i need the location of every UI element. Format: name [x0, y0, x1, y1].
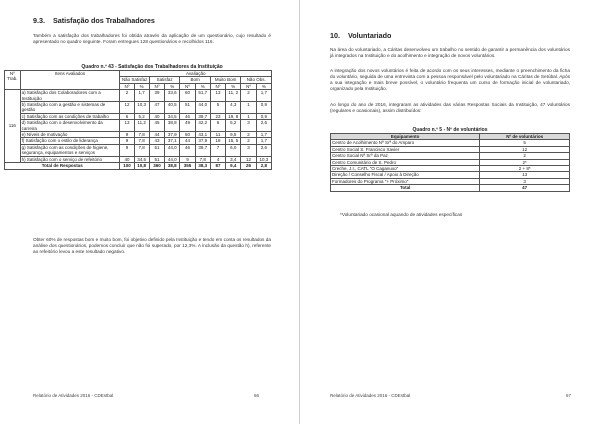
- value-cell: 37,9: [195, 138, 210, 144]
- table-row: [5, 132, 272, 138]
- total-cell: 2,8: [256, 163, 271, 169]
- value-cell: 51,7: [195, 90, 210, 102]
- section-heading-10: [330, 31, 391, 40]
- value-cell: 2: [241, 138, 256, 144]
- table-row: [5, 102, 272, 114]
- value-cell: 18: [210, 138, 225, 144]
- volunteers-caption: Quadro n.º 5 - Nº de voluntários: [412, 127, 488, 133]
- value-cell: 51: [180, 102, 195, 114]
- volunteer-count: 2 + 8*: [480, 166, 570, 172]
- value-cell: 7,8: [134, 138, 149, 144]
- value-cell: 46: [180, 144, 195, 156]
- volunteer-count: 2: [480, 153, 570, 159]
- total-cell: 355: [180, 163, 195, 169]
- table-row: [5, 144, 272, 156]
- paragraph-3: Ao longo do ano de 2016, integraram as atividades das várias Respostas Sociais da Instituição, 47 voluntários (regulares e ocasionais), assim distribuídos:: [330, 102, 570, 114]
- value-cell: 7,8: [134, 144, 149, 156]
- item-label: b) Satisfação com a gestão e sistemas de gestão: [20, 102, 120, 114]
- right-page: [300, 0, 600, 424]
- value-cell: 42,2: [195, 120, 210, 132]
- value-cell: 7,8: [134, 132, 149, 138]
- item-label: g) Satisfação com as condições de higiene, segurança, equipamentos e serviços: [20, 144, 120, 156]
- group-header: Não Obs.: [241, 77, 272, 83]
- value-cell: 11: [210, 132, 225, 138]
- value-cell: 50: [180, 132, 195, 138]
- value-cell: 40: [149, 113, 164, 119]
- footnote: *Voluntariado ocasional aquando de atividades específicas: [340, 212, 463, 217]
- value-cell: 49: [180, 120, 195, 132]
- value-cell: 3: [241, 120, 256, 132]
- item-label: e) Níveis de motivação: [20, 132, 120, 138]
- group-header: Satisfaz: [149, 77, 180, 83]
- value-cell: 33,6: [165, 90, 180, 102]
- value-cell: 10,3: [256, 156, 271, 162]
- total-cell: 26: [241, 163, 256, 169]
- table-row: [5, 138, 272, 144]
- group-header: Muito Bom: [210, 77, 241, 83]
- value-cell: 1,7: [134, 90, 149, 102]
- value-cell: 44: [149, 132, 164, 138]
- value-cell: 4: [210, 156, 225, 162]
- value-cell: 7: [210, 144, 225, 156]
- equipment-name: Direção / Conselho Fiscal / Apoio à Direção: [331, 172, 480, 178]
- value-cell: 5: [210, 102, 225, 114]
- total-cell: 9,4: [226, 163, 241, 169]
- value-cell: 5,2: [134, 113, 149, 119]
- volunteers-table: [330, 133, 570, 192]
- footer-text: Relatório de Atividades 2016 - CDEstbal: [330, 393, 411, 398]
- value-cell: 44: [180, 138, 195, 144]
- value-cell: 13: [210, 90, 225, 102]
- equipment-name: Centro Social S. Francisco Xavier: [331, 146, 480, 152]
- value-cell: 43: [149, 138, 164, 144]
- value-cell: 6: [120, 113, 134, 119]
- total-cell: 38,8: [165, 163, 180, 169]
- sub-header-cell: Nº: [149, 83, 164, 89]
- value-cell: 2: [241, 132, 256, 138]
- footer-text: Relatório de Atividades 2016 - CDEstbal: [33, 393, 114, 398]
- volunteer-count: 2*: [480, 159, 570, 165]
- header-trab: Nº Trab.: [5, 71, 21, 90]
- equipment-name: Creche, J.I., CATL "O Caganuxo": [331, 166, 480, 172]
- value-cell: 9: [180, 156, 195, 162]
- value-cell: 2: [241, 90, 256, 102]
- sub-header-cell: Nº: [241, 83, 256, 89]
- value-cell: 23: [210, 113, 225, 119]
- equipment-name: Centro Comunitário de S. Pedro: [331, 159, 480, 165]
- value-cell: 15, 5: [226, 138, 241, 144]
- sub-header-cell: %: [226, 83, 241, 89]
- header-avaliacao: Avaliação: [120, 71, 272, 77]
- total-cell: 360: [149, 163, 164, 169]
- table-row: [5, 120, 272, 132]
- header-items: Itens Avaliados: [20, 71, 120, 90]
- group-header: Bom: [180, 77, 211, 83]
- value-cell: 9: [120, 144, 134, 156]
- table-row: [5, 156, 272, 162]
- value-cell: 9,5: [226, 132, 241, 138]
- value-cell: 51: [149, 144, 164, 156]
- sub-header-cell: %: [256, 83, 271, 89]
- volunteer-count: 5: [480, 140, 570, 146]
- sub-header-cell: Nº: [120, 83, 134, 89]
- value-cell: 43,1: [195, 132, 210, 138]
- section-number: 9.3.: [33, 16, 45, 25]
- header-equipamento: Equipamento: [331, 134, 480, 140]
- total-cell: 87: [210, 163, 225, 169]
- value-cell: 13: [120, 120, 134, 132]
- value-cell: 10,3: [134, 102, 149, 114]
- item-label: c) Satisfação com as condições de trabalho: [20, 113, 120, 119]
- value-cell: 2,6: [256, 144, 271, 156]
- value-cell: 60: [180, 90, 195, 102]
- value-cell: 1: [241, 113, 256, 119]
- value-cell: 37,9: [165, 132, 180, 138]
- value-cell: 2,6: [256, 120, 271, 132]
- value-cell: 9: [120, 138, 134, 144]
- sub-header-cell: Nº: [180, 83, 195, 89]
- value-cell: 12: [241, 156, 256, 162]
- section-number: 10.: [330, 31, 340, 40]
- item-label: d) Satisfação com o desenvolvimento da carreira: [20, 120, 120, 132]
- value-cell: 38,8: [165, 120, 180, 132]
- total-label: Total de Respostas: [5, 163, 120, 169]
- closing-paragraph: Obter 60% de respostas bom e muito bom, foi objetivo definido pela Instituição e tendo em conta os resultados da análise dos questionários, podemos concluir que não foi superado, por 12,3%. A inclusão da questão h), referente ao refeitório levou a este resultado negativo.: [33, 237, 271, 255]
- value-cell: 0,9: [256, 113, 271, 119]
- intro-paragraph: Também a satisfação dos trabalhadores foi obtida através da aplicação de um questionário, cujo resultado é apresentado no quadro seguinte. Foram entregues 128 questionários e recolhidos 116.: [33, 33, 271, 45]
- value-cell: 6: [210, 120, 225, 132]
- value-cell: 11, 2: [226, 90, 241, 102]
- volunteer-count: 3: [480, 178, 570, 184]
- trab-count: 116: [5, 90, 21, 163]
- value-cell: 1,7: [256, 90, 271, 102]
- value-cell: 4,3: [226, 102, 241, 114]
- value-cell: 6,0: [226, 144, 241, 156]
- total-row: [5, 163, 272, 169]
- value-cell: 44,0: [195, 102, 210, 114]
- sub-header-cell: %: [165, 83, 180, 89]
- item-label: h) Satisfação com o serviço de refeitório: [20, 156, 120, 162]
- equipment-name: Formadores do Programa "+ Próximo": [331, 178, 480, 184]
- value-cell: 40: [120, 156, 134, 162]
- sub-header-cell: %: [195, 83, 210, 89]
- paragraph-1: Na área do voluntariado, a Cáritas desenvolveu um trabalho no sentido de garantir a permanência dos voluntários já integrados na Instituição e do acolhimento e integração de novos voluntários.: [330, 47, 570, 59]
- value-cell: 47: [149, 102, 164, 114]
- value-cell: 9: [120, 132, 134, 138]
- section-title: Voluntariado: [348, 31, 392, 40]
- value-cell: 5,2: [226, 120, 241, 132]
- value-cell: 44,0: [165, 156, 180, 162]
- value-cell: 34,5: [134, 156, 149, 162]
- value-cell: 1: [241, 102, 256, 114]
- value-cell: 34,5: [165, 113, 180, 119]
- item-label: a) Satisfação dos Colaboradores com a Instituição: [20, 90, 120, 102]
- table-caption: Quadro n.º 43 - Satisfação dos Trabalhadores da Instituição: [81, 64, 223, 70]
- paragraph-2: A integração dos novos voluntários é feita de acordo com os seus interesses, mediante o preenchimento da ficha do voluntário, seguida de uma entrevista com a pessoa responsável pelo voluntariado na Cáritas de Setúbal. Após a sua integração e mais breve possível, o voluntário frequenta um curso de formação inicial de voluntariado, organizado pela Instituição.: [330, 68, 570, 92]
- page-number: 67: [566, 393, 572, 398]
- value-cell: 2: [120, 90, 134, 102]
- volunteer-count: 13: [480, 172, 570, 178]
- value-cell: 11,2: [134, 120, 149, 132]
- value-cell: 51: [149, 156, 164, 162]
- page-number: 66: [254, 393, 260, 398]
- total-value: 47: [480, 185, 570, 191]
- total-cell: 100: [120, 163, 134, 169]
- value-cell: 44,0: [165, 144, 180, 156]
- value-cell: 39,7: [195, 144, 210, 156]
- satisfaction-table: [4, 70, 272, 170]
- value-cell: 46: [180, 113, 195, 119]
- equipment-name: Centro Social Nª Srª da Paz: [331, 153, 480, 159]
- total-cell: 38,3: [195, 163, 210, 169]
- sub-header-cell: Nº: [210, 83, 225, 89]
- value-cell: 19, 8: [226, 113, 241, 119]
- item-label: f) Satisfação com o estilo de liderança: [20, 138, 120, 144]
- table-row: [5, 113, 272, 119]
- total-label: Total: [331, 185, 480, 191]
- value-cell: 39: [149, 90, 164, 102]
- value-cell: 39,7: [195, 113, 210, 119]
- value-cell: 3: [241, 144, 256, 156]
- section-title: Satisfação dos Trabalhadores: [53, 16, 155, 25]
- value-cell: 40,5: [165, 102, 180, 114]
- value-cell: 1,7: [256, 132, 271, 138]
- value-cell: 1,7: [256, 138, 271, 144]
- value-cell: 45: [149, 120, 164, 132]
- equipment-name: Centro de Acolhimento Nª Srª do Amparo: [331, 140, 480, 146]
- table-row: [5, 90, 272, 102]
- value-cell: 12: [120, 102, 134, 114]
- value-cell: 7,8: [195, 156, 210, 162]
- total-cell: 10,8: [134, 163, 149, 169]
- group-header: Não Satisfaz: [121, 77, 148, 83]
- header-voluntarios: Nº de voluntários: [480, 134, 570, 140]
- value-cell: 37,1: [165, 138, 180, 144]
- value-cell: 0,9: [256, 102, 271, 114]
- value-cell: 3,4: [226, 156, 241, 162]
- volunteer-count: 12: [480, 146, 570, 152]
- section-heading-9-3: [33, 16, 155, 25]
- sub-header-cell: %: [134, 83, 149, 89]
